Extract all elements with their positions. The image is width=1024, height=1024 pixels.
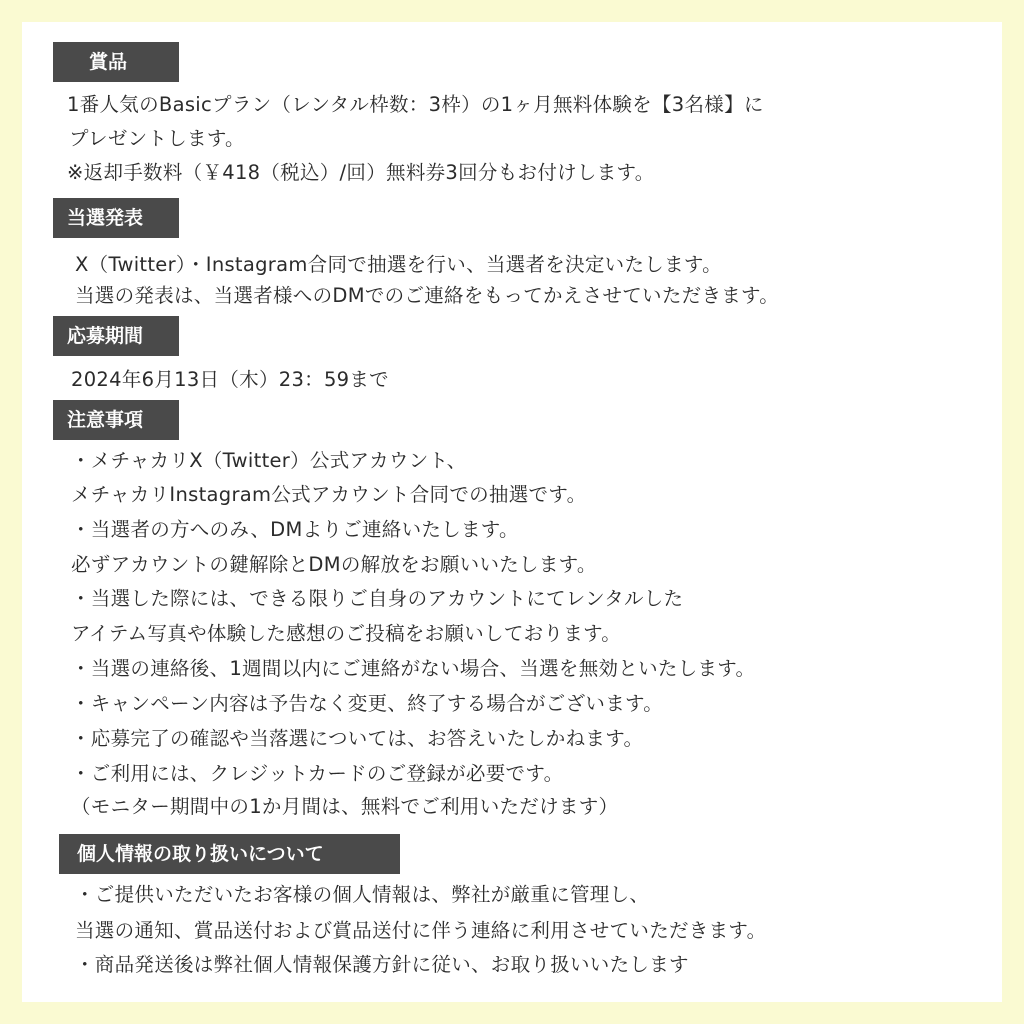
announcement-line-1: X（Twitter）・Instagram合同で抽選を行い、当選者を決定いたします。 bbox=[75, 253, 722, 276]
notes-line-2: メチャカリInstagram公式アカウント合同での抽選です。 bbox=[71, 483, 587, 506]
section-heading-privacy: 個人情報の取り扱いについて bbox=[59, 834, 400, 874]
notes-line-6: アイテム写真や体験した感想のご投稿をお願いしております。 bbox=[71, 622, 622, 645]
prize-line-3: ※返却手数料（￥418（税込）/回）無料券3回分もお付けします。 bbox=[67, 161, 655, 184]
announcement-line-2: 当選の発表は、当選者様へのDMでのご連絡をもってかえさせていただきます。 bbox=[75, 284, 780, 307]
section-heading-announcement: 当選発表 bbox=[53, 198, 179, 238]
notes-line-1: ・メチャカリX（Twitter）公式アカウント、 bbox=[71, 449, 467, 472]
notes-line-7: ・当選の連絡後、1週間以内にご連絡がない場合、当選を無効といたします。 bbox=[71, 657, 756, 680]
notes-line-11: （モニター期間中の1か月間は、無料でご利用いただけます） bbox=[71, 795, 619, 818]
prize-line-2: プレゼントします。 bbox=[69, 127, 245, 150]
notes-line-3: ・当選者の方へのみ、DMよりご連絡いたします。 bbox=[71, 518, 519, 541]
notes-line-10: ・ご利用には、クレジットカードのご登録が必要です。 bbox=[71, 762, 564, 785]
section-heading-prize: 賞品 bbox=[53, 42, 179, 82]
section-heading-period: 応募期間 bbox=[53, 316, 179, 356]
privacy-line-3: ・商品発送後は弊社個人情報保護方針に従い、お取り扱いいたします bbox=[75, 953, 689, 976]
section-heading-notes: 注意事項 bbox=[53, 400, 179, 440]
notes-line-4: 必ずアカウントの鍵解除とDMの解放をお願いいたします。 bbox=[71, 553, 597, 576]
prize-line-1: 1番人気のBasicプラン（レンタル枠数：3枠）の1ヶ月無料体験を【3名様】に bbox=[67, 93, 764, 116]
privacy-line-1: ・ご提供いただいたお客様の個人情報は、弊社が厳重に管理し、 bbox=[75, 883, 650, 906]
notes-line-8: ・キャンペーン内容は予告なく変更、終了する場合がございます。 bbox=[71, 692, 664, 715]
notes-line-9: ・応募完了の確認や当落選については、お答えいたしかねます。 bbox=[71, 727, 644, 750]
period-line-1: 2024年6月13日（木）23：59まで bbox=[71, 368, 389, 391]
privacy-line-2: 当選の通知、賞品送付および賞品送付に伴う連絡に利用させていただきます。 bbox=[75, 919, 767, 942]
notes-line-5: ・当選した際には、できる限りご自身のアカウントにてレンタルした bbox=[71, 587, 684, 610]
info-card bbox=[22, 22, 1002, 1002]
